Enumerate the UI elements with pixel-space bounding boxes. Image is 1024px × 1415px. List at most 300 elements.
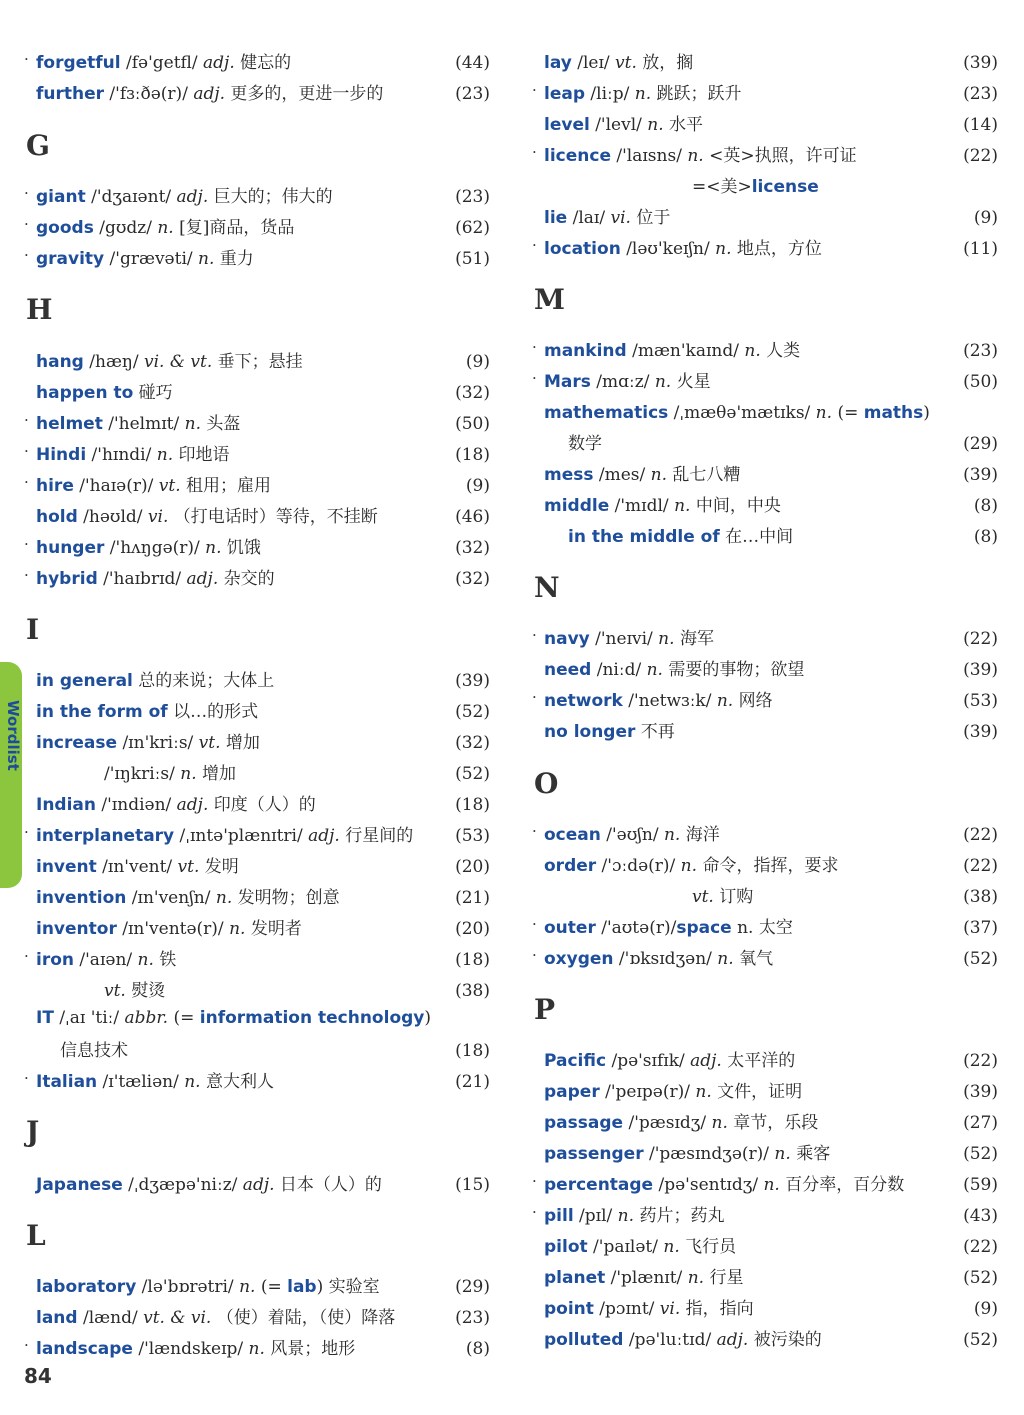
entry-text [544, 367, 711, 397]
word-entry [24, 213, 494, 243]
entry-text [544, 1077, 802, 1107]
phonetic: /'grævəti/ [104, 249, 193, 269]
headword: iron [36, 950, 74, 970]
phonetic: /hæŋ/ [83, 352, 139, 372]
meaning: 药片；药丸 [634, 1206, 725, 1226]
entry-text [36, 182, 333, 212]
word-entry [532, 79, 1002, 109]
word-entry [24, 1170, 494, 1200]
unit-number: (32) [455, 383, 490, 403]
part-of-speech: n. [243, 1339, 265, 1359]
unit-number: (22) [963, 629, 998, 649]
headword: location [544, 239, 621, 259]
phonetic: /ˌmæθə'mætɪks/ [668, 403, 811, 423]
part-of-speech: n. [689, 1082, 712, 1102]
unit-number: (15) [455, 1175, 490, 1195]
meaning: 海洋 [680, 825, 720, 845]
part-of-speech: n. [739, 341, 761, 361]
part-of-speech: adj. [187, 84, 226, 104]
meaning: 人类 [760, 341, 801, 361]
phonetic: /'aʊtə(r)/ [595, 918, 677, 938]
unit-number: (52) [963, 1330, 998, 1350]
headword: Hindi [36, 445, 87, 465]
meaning: 印度（人）的 [208, 795, 316, 815]
part-of-speech: n. [199, 538, 222, 558]
section-letter: P [534, 993, 556, 1026]
part-of-speech: n. [612, 1206, 635, 1226]
part-of-speech: n. [178, 1072, 201, 1092]
meaning: 行星间的 [339, 826, 414, 846]
part-of-speech: n. [758, 1175, 780, 1195]
entry-text [36, 502, 378, 532]
meaning: 印地语 [173, 445, 230, 465]
meaning: 氧气 [733, 949, 774, 969]
phonetic: /ɪ'tæliən/ [97, 1072, 179, 1092]
entry-text [36, 821, 413, 851]
headword: in general [36, 671, 133, 691]
meaning: 地点，方位 [731, 239, 822, 259]
entry-continuation [532, 882, 1002, 912]
meaning: 信息技术 [60, 1041, 128, 1061]
phonetic: /'pæsɪdʒ/ [623, 1113, 707, 1133]
phonetic: /ɪn'venʃn/ [126, 888, 211, 908]
headword: hunger [36, 538, 105, 558]
phonetic: /mɑːz/ [590, 372, 650, 392]
word-entry [532, 1046, 1002, 1076]
phonetic: /ɪn'kriːs/ [117, 733, 194, 753]
star-marker: · [532, 688, 537, 706]
meaning: 总的来说；大体上 [132, 671, 275, 691]
headword: inventor [36, 919, 117, 939]
unit-number: (18) [455, 445, 490, 465]
section-letter: N [534, 571, 560, 604]
entry-text [36, 440, 230, 470]
phonetic: /'paɪlət/ [587, 1237, 658, 1257]
section-letter: J [26, 1115, 40, 1148]
headword: paper [544, 1082, 600, 1102]
unit-number: (43) [963, 1206, 998, 1226]
word-entry [532, 1077, 1002, 1107]
entry-text [544, 851, 838, 881]
meaning: 太平洋的 [721, 1051, 796, 1071]
meaning: 在…中间 [719, 527, 794, 547]
headword: Pacific [544, 1051, 607, 1071]
star-marker: · [24, 1069, 29, 1087]
phonetic: /fə'getfl/ [120, 53, 198, 73]
meaning: 碰巧 [133, 383, 173, 403]
phonetic: /'levl/ [589, 115, 642, 135]
unit-number: (32) [455, 733, 490, 753]
meaning: 需要的事物；欲望 [662, 660, 805, 680]
entry-text [568, 429, 602, 459]
meaning: 被污染的 [748, 1330, 822, 1350]
headword: hold [36, 507, 78, 527]
part-of-speech: vi. [142, 507, 169, 527]
unit-number: (8) [973, 527, 998, 547]
unit-number: (23) [963, 84, 998, 104]
phonetic: /ɪn'ventə(r)/ [116, 919, 224, 939]
part-of-speech: n. [706, 1113, 728, 1133]
phonetic: /ˌaɪ 'tiː/ [53, 1008, 120, 1028]
word-entry [24, 1272, 494, 1302]
unit-number: (32) [455, 569, 490, 589]
part-of-speech: abbr. [119, 1008, 169, 1028]
unit-number: (62) [455, 218, 490, 238]
entry-text [104, 759, 236, 789]
side-tab-label: Wordlist [4, 700, 22, 771]
unit-number: (53) [963, 691, 998, 711]
phonetic: /'ɪŋkriːs/ [104, 764, 175, 784]
word-entry [24, 347, 494, 377]
unit-number: (9) [465, 352, 490, 372]
part-of-speech: n. [649, 372, 672, 392]
part-of-speech: n. [641, 660, 663, 680]
unit-number: (32) [455, 538, 490, 558]
star-marker: · [24, 823, 29, 841]
entry-continuation [532, 522, 1002, 552]
meaning: 意大利人 [200, 1072, 274, 1092]
phonetic: /'pæsɪndʒə(r)/ [643, 1144, 770, 1164]
unit-number: (52) [455, 702, 490, 722]
star-marker: · [532, 81, 537, 99]
word-entry [532, 655, 1002, 685]
entry-text [544, 398, 930, 428]
word-entry [532, 1139, 1002, 1169]
unit-number: (22) [963, 825, 998, 845]
entry-text [36, 666, 274, 696]
unit-number: (53) [455, 826, 490, 846]
part-of-speech: n. [179, 414, 201, 434]
entry-text [36, 1170, 382, 1200]
entry-text [544, 820, 720, 850]
meaning: 海军 [674, 629, 714, 649]
entry-text [544, 1201, 724, 1231]
entry-text [544, 110, 703, 140]
meaning: 铁 [153, 950, 177, 970]
meaning: 发明者 [245, 919, 302, 939]
meaning: 更多的，更进一步的 [225, 84, 384, 104]
phonetic: /'laɪsns/ [610, 146, 682, 166]
phonetic: /lə'bɒrətri/ [136, 1277, 234, 1297]
phonetic: /gʊdz/ [93, 218, 152, 238]
entry-text [36, 1067, 274, 1097]
headword: further [36, 84, 105, 104]
unit-number: (9) [973, 1299, 998, 1319]
section-letter: G [26, 129, 50, 162]
unit-number: (59) [963, 1175, 998, 1195]
headword: landscape [36, 1339, 133, 1359]
unit-number: (23) [455, 84, 490, 104]
entry-continuation [24, 759, 494, 789]
headword: leap [544, 84, 585, 104]
entry-text [36, 244, 254, 274]
cross-ref-end: ) [424, 1008, 432, 1028]
star-marker: · [24, 246, 29, 264]
meaning: 订购 [713, 887, 754, 907]
phonetic: /mes/ [593, 465, 646, 485]
phonetic: /'əʊʃn/ [600, 825, 659, 845]
phonetic: /liːp/ [585, 84, 630, 104]
unit-number: (52) [963, 1144, 998, 1164]
word-entry [532, 203, 1002, 233]
entry-text [544, 624, 714, 654]
word-entry [532, 398, 1002, 428]
unit-number: (9) [973, 208, 998, 228]
phonetic: /ˌdʒæpə'niːz/ [122, 1175, 238, 1195]
unit-number: (37) [963, 918, 998, 938]
part-of-speech: n. [711, 691, 734, 711]
entry-continuation [24, 976, 494, 1006]
headword: mess [544, 465, 594, 485]
part-of-speech: n. [223, 919, 246, 939]
headword: Mars [544, 372, 591, 392]
phonetic: /pə'sentɪdʒ/ [653, 1175, 759, 1195]
unit-number: (14) [963, 115, 998, 135]
headword: hybrid [36, 569, 98, 589]
entry-text [544, 1232, 736, 1262]
section-letter: M [534, 283, 565, 316]
headword: pilot [544, 1237, 588, 1257]
word-entry [24, 471, 494, 501]
star-marker: · [24, 947, 29, 965]
entry-text [36, 533, 261, 563]
part-of-speech: n. [645, 465, 668, 485]
entry-text [544, 234, 822, 264]
star-marker: · [532, 369, 537, 387]
headword: navy [544, 629, 590, 649]
unit-number: (20) [455, 857, 490, 877]
word-entry [532, 717, 1002, 747]
headword: percentage [544, 1175, 654, 1195]
entry-text [36, 945, 176, 975]
part-of-speech: vt. [193, 733, 221, 753]
entry-text [544, 79, 742, 109]
unit-number: (22) [963, 856, 998, 876]
headword: mankind [544, 341, 627, 361]
entry-text [544, 686, 773, 716]
unit-number: (8) [973, 496, 998, 516]
phonetic: /pɔɪnt/ [593, 1299, 655, 1319]
entry-continuation [24, 1036, 494, 1066]
word-entry [24, 852, 494, 882]
entry-text [544, 141, 857, 171]
unit-number: (38) [963, 887, 998, 907]
star-marker: · [24, 1336, 29, 1354]
entry-text [36, 1003, 431, 1033]
word-entry [24, 1334, 494, 1364]
word-entry [532, 944, 1002, 974]
cross-ref-end: ) [923, 403, 930, 423]
word-entry [532, 1170, 1002, 1200]
meaning: 网络 [733, 691, 773, 711]
headword: land [36, 1308, 78, 1328]
part-of-speech: n. [151, 218, 174, 238]
headword: hire [36, 476, 74, 496]
part-of-speech: vi. [654, 1299, 681, 1319]
part-of-speech: n. [629, 84, 652, 104]
cross-ref-word: information technology [199, 1008, 425, 1028]
entry-continuation [532, 429, 1002, 459]
word-entry [24, 1303, 494, 1333]
part-of-speech: n. [711, 949, 734, 969]
unit-number: (38) [455, 981, 490, 1001]
headword: no longer [544, 722, 636, 742]
entry-text [544, 1046, 795, 1076]
meaning: 租用；雇用 [180, 476, 272, 496]
cross-ref-word: space [676, 918, 732, 938]
entry-text [544, 1139, 830, 1169]
unit-number: (22) [963, 1237, 998, 1257]
word-entry [24, 945, 494, 975]
phonetic: /pɪl/ [573, 1206, 613, 1226]
part-of-speech: vt. [104, 981, 126, 1001]
unit-number: (18) [455, 795, 490, 815]
headword: polluted [544, 1330, 624, 1350]
phonetic: /'helmɪt/ [102, 414, 180, 434]
phonetic: /'netwɜːk/ [622, 691, 712, 711]
headword: goods [36, 218, 94, 238]
entry-text [104, 976, 165, 1006]
unit-number: (51) [455, 249, 490, 269]
part-of-speech: adj. [197, 53, 235, 73]
part-of-speech: n. [658, 825, 681, 845]
headword: invention [36, 888, 127, 908]
cross-ref-word: maths [863, 403, 924, 423]
entry-text [544, 1108, 818, 1138]
meaning: 发明 [199, 857, 239, 877]
headword: ocean [544, 825, 601, 845]
part-of-speech: vt. [609, 53, 637, 73]
headword: Indian [36, 795, 96, 815]
cross-ref-end: ) 实验室 [316, 1277, 380, 1297]
headword: passage [544, 1113, 624, 1133]
entry-text [36, 213, 294, 243]
phonetic: /lænd/ [77, 1308, 138, 1328]
meaning: 指，指向 [680, 1299, 754, 1319]
headword: middle [544, 496, 610, 516]
word-entry [24, 440, 494, 470]
meaning: 乱七八糟 [667, 465, 741, 485]
entry-text [36, 471, 271, 501]
word-entry [532, 336, 1002, 366]
meaning: 放，搁 [636, 53, 694, 73]
phonetic: /'hʌŋgə(r)/ [104, 538, 200, 558]
phonetic: /'plænɪt/ [605, 1268, 683, 1288]
meaning: 发明物；创意 [232, 888, 340, 908]
headword: happen to [36, 383, 134, 403]
entry-text [36, 1334, 355, 1364]
headword: passenger [544, 1144, 644, 1164]
star-marker: · [24, 50, 29, 68]
entry-text [544, 1263, 743, 1293]
unit-number: (23) [455, 1308, 490, 1328]
meaning: 饥饿 [221, 538, 261, 558]
word-entry [532, 1232, 1002, 1262]
meaning: 健忘的 [234, 53, 292, 73]
entry-text [544, 913, 793, 943]
entry-text [36, 790, 316, 820]
entry-text [36, 48, 291, 78]
entry-text [544, 1170, 904, 1200]
unit-number: (20) [455, 919, 490, 939]
star-marker: · [24, 566, 29, 584]
entry-text [60, 1036, 128, 1066]
entry-text [692, 172, 819, 202]
entry-text [36, 347, 303, 377]
word-entry [532, 820, 1002, 850]
entry-text [544, 491, 781, 521]
headword: in the form of [36, 702, 168, 722]
word-entry [532, 913, 1002, 943]
star-marker: · [532, 1172, 537, 1190]
unit-number: (39) [963, 722, 998, 742]
meaning: 乘客 [790, 1144, 831, 1164]
part-of-speech: n. [192, 249, 215, 269]
part-of-speech: vi. & vt. [138, 352, 213, 372]
phonetic: /'neɪvi/ [589, 629, 653, 649]
phonetic: /'aɪən/ [74, 950, 133, 970]
word-entry [24, 48, 494, 78]
meaning: 跳跃；跃升 [651, 84, 742, 104]
phonetic: /leɪ/ [571, 53, 610, 73]
phonetic: /'haɪbrɪd/ [97, 569, 182, 589]
headword: network [544, 691, 623, 711]
headword: IT [36, 1008, 54, 1028]
entry-text [544, 460, 740, 490]
unit-number: (39) [963, 465, 998, 485]
entry-text [36, 883, 340, 913]
entry-text [544, 944, 773, 974]
word-entry [532, 1325, 1002, 1355]
phonetic: /'lændskeɪp/ [132, 1339, 244, 1359]
part-of-speech: n. [810, 403, 833, 423]
headword: mathematics [544, 403, 669, 423]
meaning: <英>执照，许可证 [703, 146, 857, 166]
meaning: 水平 [663, 115, 704, 135]
meaning: 重力 [214, 249, 254, 269]
unit-number: (11) [963, 239, 998, 259]
word-entry [24, 821, 494, 851]
word-entry [24, 1003, 494, 1033]
entry-text [544, 1325, 822, 1355]
star-marker: · [532, 626, 537, 644]
phonetic: /'dʒaɪənt/ [85, 187, 172, 207]
meaning: 杂交的 [218, 569, 275, 589]
unit-number: (44) [455, 53, 490, 73]
meaning: 不再 [635, 722, 675, 742]
phonetic: /ləʊ'keɪʃn/ [620, 239, 710, 259]
word-entry [532, 460, 1002, 490]
unit-number: (21) [455, 1072, 490, 1092]
headword: outer [544, 918, 596, 938]
headword: gravity [36, 249, 105, 269]
entry-continuation [532, 172, 1002, 202]
headword: Japanese [36, 1175, 123, 1195]
word-entry [24, 790, 494, 820]
unit-number: (39) [963, 1082, 998, 1102]
word-entry [24, 914, 494, 944]
word-entry [532, 491, 1002, 521]
entry-text [692, 882, 753, 912]
meaning: 熨烫 [125, 981, 166, 1001]
unit-number: (46) [455, 507, 490, 527]
meaning: (= [832, 403, 864, 423]
part-of-speech: n. [668, 496, 691, 516]
phonetic: /'haɪə(r)/ [73, 476, 154, 496]
phonetic: /'peɪpə(r)/ [599, 1082, 690, 1102]
phonetic: /'mɪdl/ [609, 496, 669, 516]
meaning: 飞行员 [679, 1237, 737, 1257]
